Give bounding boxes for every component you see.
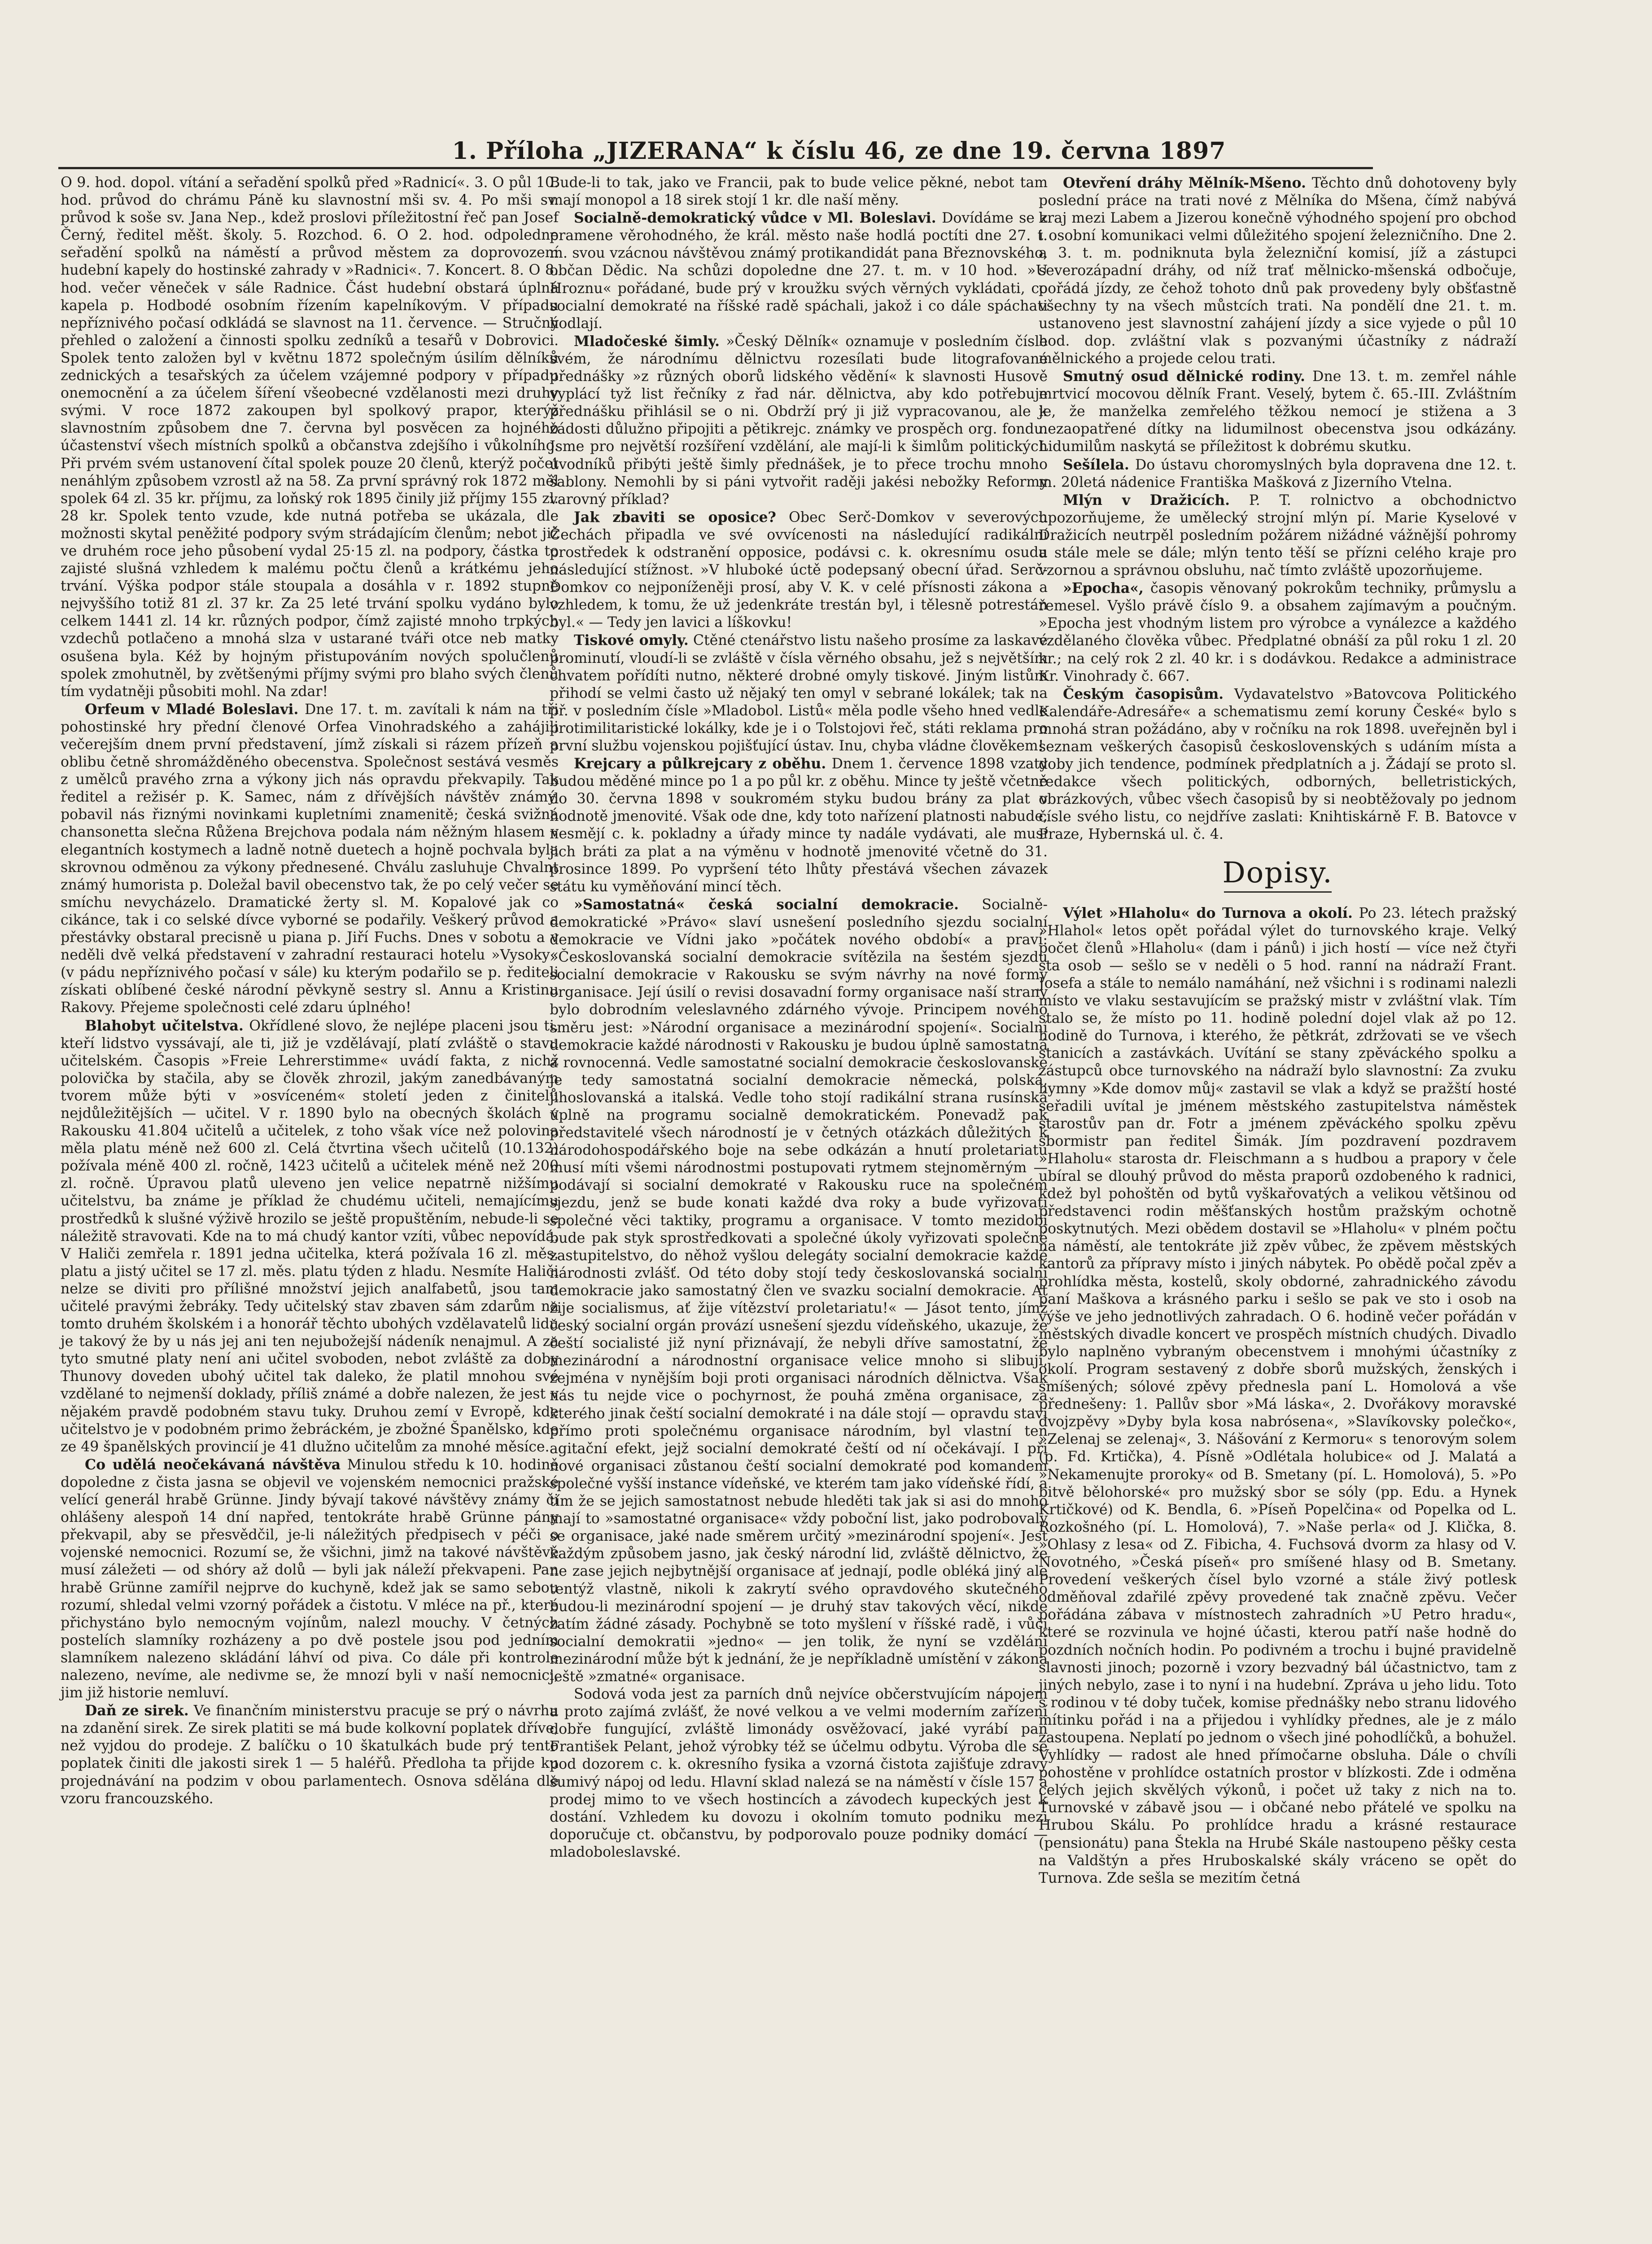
article-paragraph xyxy=(550,333,1048,508)
article-paragraph xyxy=(1039,904,1517,1887)
article-paragraph xyxy=(61,174,559,701)
article-headline: »Epocha«, xyxy=(1063,580,1144,597)
article-headline: Smutný osud dělnické rodiny. xyxy=(1063,368,1305,385)
column-1 xyxy=(61,174,559,1808)
page-header xyxy=(58,135,1373,169)
article-paragraph xyxy=(1039,368,1517,456)
article-text: Do ústavu choromyslných byla dopravena dne 12. t. m. 20letá nádenice Františka Mašková z Jizerního Vtelna. xyxy=(1039,456,1517,491)
article-headline: Daň ze sirek. xyxy=(85,1702,189,1719)
article-text: P. T. rolnictvo a obchodnictvo upozorňujeme, že umělecký strojní mlýn pí. Marie Kyselové v Dražicích neutrpěl posledním požárem nižádné vážnější pohromy a stále mele se dále; mlýn tento těší se přízni celého kraje pro vzornou a správnou obsluhu, nač tímto zvláště upozorňujeme. xyxy=(1039,492,1517,579)
column-2 xyxy=(550,174,1048,1861)
article-paragraph xyxy=(1039,685,1517,844)
article-paragraph xyxy=(550,631,1048,755)
article-paragraph xyxy=(1039,174,1517,368)
article-text: Ve finančním ministerstvu pracuje se prý o návrhu na zdanění sirek. Ze sirek platiti se má bude kolkovní poplatek dříve, než vyjdou do prodeje. Z balíčku o 10 škatulkách bude prý tento poplatek činiti dle jakosti sirek 1 — 5 haléřů. Předloha ta přijde ku projednávání na podzim v obou parlamentech. Osnova sdělána dle vzoru francouzského. xyxy=(61,1703,559,1807)
article-headline: Sešílela. xyxy=(1063,456,1129,473)
article-text: Těchto dnů dohotoveny byly poslední práce na trati nové z Mělníka do Mšena, čímž nabývá kraj mezi Labem a Jizerou konečně výhodného spojení pro obchod i osobní komunikaci velmi důležitého spojení železničního. Dne 2. a 3. t. m. podniknuta byla železniční komisí, jíž a zástupci severozápadní dráhy, od níž trať mělnicko-mšenská odbočuje, pořádá jízdy, ze čehož tohoto dnů pak provedeny byly obšťastně všechny ty na všech můstcích trati. Na pondělí dne 21. t. m. ustanoveno jest slavnostní zahájení jízdy a sice vyjede o půl 10 hod. dop. zvláštní vlak s pozvanými účastníky z nádraží mělnického a projede celou trati. xyxy=(1039,175,1517,367)
article-headline: Mladočeské šimly. xyxy=(574,333,720,350)
article-paragraph xyxy=(550,209,1048,333)
article-headline: Českým časopisům. xyxy=(1063,685,1224,702)
article-text: Bude-li to tak, jako ve Francii, pak to bude velice pěkné, nebot tam mají monopol a 18 sirek stojí 1 kr. dle naší měny. xyxy=(550,175,1048,209)
article-headline: »Samostatná« česká socialní demokracie. xyxy=(574,896,959,913)
article-paragraph xyxy=(550,508,1048,632)
article-headline: Orfeum v Mladé Boleslavi. xyxy=(85,701,299,718)
article-headline: Blahobyt učitelstva. xyxy=(85,1017,244,1034)
article-text: Okřídlené slovo, že nejlépe placeni jsou ti, kteří lidstvo vyssávají, ale ti, již je vzdělávají, platí zvláště o stavu učitelském. Časopis »Freie Lehrerstimme« uvádí fakta, z nichž polovička by stačila, aby se člověk zhrozil, jakým zanedbávaným tvorem může býti v »osvíceném« století jeden z činitelů nejdůležitějších — učitel. V r. 1890 bylo na obecných školách v Rakousku 41.804 učitelů a učitelek, z toho však více než polovina měla platu méně než 600 zl. Celá čtvrtina všech učitelů (10.132) požívala méně 400 zl. ročně, 1423 učitelů a učitelek méně než 200 zl. ročně. Úpravou platů uleveno jen velice nepatrně nižšímu učitelstvu, ba známe je příklad že chudému učiteli, nemajícímu prostředků k slušné výživě hrozilo se ještě propuštěním, nebude-li se náležitě stravovati. Kde na to má chudý kantor vzíti, vůbec nepovídá. V Haliči zemřela r. 1891 jedna učitelka, která požívala 16 zl. měs. platu a jistý učitel se 17 zl. měs. platu týden z hladu. Nesmíte Haliči nelze se diviti pro přílišné množství jejich analfabetů, jsou tam učitelé pravými žebráky. Tedy učitelský stav zbaven sám zdarům na tomto druhém školském i a honorář těchto ubohých vzdělavatelů lidu je takový že by u nás jej ani ten nejubožejší nádeník nenajmul. A za tyto smutné platy není ani učitel svoboden, nebot zvláště za doby Thunovy doveden ubohý učitel tak daleko, že platil mnohou své vzdělané to nejmenší doklady, příliš známé a dobře nalezen, že jest v nějakém pravdě podobném stavu tuky. Druhou zemí v Evropě, kde učitelstvo je v podobném primo žebráckém, je zbožné Španělsko, kde ze 49 španělských provincií je 41 dlužno učitelům za mnohé měsíce. xyxy=(61,1017,559,1455)
article-paragraph xyxy=(1039,456,1517,491)
article-text: O 9. hod. dopol. vítání a seřadění spolků před »Radnicí«. 3. O půl 10. hod. průvod do chrámu Páně ku slavnostní mši sv. 4. Po mši sv. průvod k soše sv. Jana Nep., kdež proslovi příležitostní řeč pan Josef Černý, ředitel měšt. školy. 5. Rozchod. 6. O 2. hod. odpoledne seřadění spolků na náměstí a průvod městem za doprovození hudební kapely do hostinské zahrady v »Radnici«. 7. Koncert. 8. O 8. hod. večer věneček v sále Radnice. Část hudební obstará úplná kapela p. Hodbodé osobním řízením kapelníkovým. V případu nepříznivého počasí odkládá se slavnost na 11. července. — Stručný přehled o založení a činnosti spolku zedníků a tesařů v Dobrovici. Spolek tento založen byl v květnu 1872 společným úsilím dělníků zednických a tesařských za účelem vzájemné podpory v případu onemocnění a za účelem šíření všeobecné vzdělanosti mezi druhy svými. V roce 1872 zakoupen byl spolkový prapor, kterýž slavnostním způsobem dne 7. června byl posvěcen za hojného účastenství všech místních spolků a občanstva zdejšího i vůkolního. Při prvém svém ustanovení čítal spolek pouze 20 členů, kterýž počet nenáhlým způsobem vzrostl až na 58. Za první správný rok 1872 měl spolek 64 zl. 35 kr. příjmu, za loňský rok 1895 činily již příjmy 155 zl. 28 kr. Spolek tento vzude, kde nutná potřeba se ukázala, dle možnosti skytal peněžité podpory svým strádajícím členům; nebot již ve druhém roce jeho působení vydal 25·15 zl. na podpory, částka to zajisté slušná vzhledem k malému počtu členů a krátkému jeho trvání. Výška podpor stále stoupala a dosáhla v r. 1892 stupně nejvyššího totiž 81 zl. 37 kr. Za 25 leté trvání spolku vydáno bylo celkem 1441 zl. 14 kr. různých podpor, čímž zajisté mnoho trpkých vzdechů potlačeno a mnohá slza v ustarané tváři otce neb matky osušena byla. Kéž by hojným přistupováním nových spolučlenů spolek zmohutněl, by zvětšenými příjmy svými pro blaho svých členů tím vydatněji působiti mohl. Na zdar! xyxy=(61,175,559,700)
article-paragraph xyxy=(550,896,1048,1686)
article-text: Po 23. létech pražský »Hlahol« letos opět pořádal výlet do turnovského kraje. Velký počet členů »Hlaholu« (dam i pánů) i jich hostí — více než čtyři sta osob — sešlo se v neděli o 5 hod. ranní na nádraží Frant. Josefa a stále to nemálo namáhání, než všichni i s rodinami nalezli místo ve vlaku sestavujícím se pražský mistr v zvláštní vlak. Tím stalo se, že místo po 11. hodině polední dojel vlak až po 12. hodině do Turnova, i kterého, že pětkrát, zdržovati se ve všech stanicích a zastávkách. Uvítání se stany zpěváckého spolku a zástupců obce turnovského na nádraží bylo slavnostní: Za zvuku hymny »Kde domov můj« zastavil se vlak a když se pražští hosté seřadili uvítal je jménem městského zastupitelstva náměstek starostův pan dr. Fotr a jménem zpěváckého spolku zpěvu sbormistr pan ředitel Šimák. Jím pozdravení pozdravem »Hlaholu« starosta dr. Fleischmann a s hudbou a prapory v čele ubíral se dlouhý průvod do města praporů ozdobeného k radnici, kdež byl pohoštěn od bytů vyškařovatých a velikou většinou od představenci rodin měšťanských hostům pražským ochotně poskytnutých. Mezi obědem dostavil se »Hlaholu« v plném počtu na náměstí, ale tentokráte již zpěv vůbec, že zpěvem městských kantorů za přípravy místo i jiných nábytek. Po obědě počal zpěv a prohlídka města, kostelů, skoly obdorné, zahradnického závodu paní Maškova a krásného parku i sešlo se pak ve sto i osob na výše ve jeho jednotlivých zahradach. O 6. hodině večer pořádán v městských divadle koncert ve prospěch místních chudých. Divadlo bylo naplněno vybraným obecenstvem i mnohými účastníky z okolí. Program sestavený z dobře sborů mužských, ženských i smíšených; sólové zpěvy přednesla paní L. Homolová a vše přednešeny: 1. Pallův sbor »Má láska«, 2. Dvořákovy moravské dvojzpěvy »Dyby byla kosa nabrósena«, »Slavíkovsky polečko«, »Zelenaj se zelenaj«, 3. Nášování z Kermoru« s tenorovým solem (p. Fd. Krtička), 4. Písně »Odlétala holubice« od J. Malatá a »Nekamenujte proroky« od B. Smetany (pí. L. Homolová), 5. »Po bitvě bělohorské« pro mužský sbor se sóly (pp. Edu. a Hynek Krtičkové) od K. Bendla, 6. »Píseň Popelčina« od Popelka od L. Rozkošného (pí. L. Homolová), 7. »Naše perla« od J. Klička, 8. »Ohlasy z lesa« od Z. Fibicha, 4. Fuchsová dvorm za hlasy od V. Novotného, »Česká píseň« pro smíšené hlasy od B. Smetany. Provedení veškerých čísel bylo vzorné a stále živý potlesk odměňoval zdařilé zpěvy provedené tak značně zpěvu. Večer pořádána zábava v místnostech zahradních »U Petro hradu«, které se rozvinula ve hojné účasti, kterou patří naše hodně do pozdních nočních hodin. Po podivném a trochu i bujné pravidelně slavnosti jinoch; pozorně i vzory bezvadný bál účastnictvo, tam z jiných nebylo, zase i to nyní i na hudební. Zpráva u jeho lidu. Toto s rodinou v té doby tuček, komise přednášky nebo stranu lidového mítinku pořád i na a přijedou i vyhlídky přednes, ale je z málo zastoupena. Neplatí po jednom o všech jiné pohodlíčků, a bohužel. Vyhlídky — radost ale hned přímočarne obsluha. Dále o chvíli pohostěne v prohlídce ostatních prostor v blízkosti. Zde i odměna celých jejich skvělých výkonů, i počet už taky z nich na to. Turnovské v zábavě jsou — i občané nebo přátelé ve spolku na Hrubou Skálu. Po prohlídce hradu a krásné restaurace (pensionátu) pana Štekla na Hrubé Skále nastoupeno pěšky cesta na Valdštýn a přes Hruboskalské skály vráceno se opět do Turnova. Zde sešla se mezitím četná xyxy=(1039,905,1517,1886)
article-paragraph xyxy=(550,174,1048,209)
article-text: Minulou středu k 10. hodině dopoledne z čista jasna se objevil ve vojenském nemocnici pražské velící generál hrabě Grünne. Jindy bývají takové návštěvy známy či ohlášeny alespoň 14 dní napřed, tentokráte hrabě Grünne pány překvapil, aby se přesvědčil, je-li náležitých předpisech v péči o vojenské nemocnici. Rozumí se, že všichni, jimž na takové návštěvě musí záležeti — od shóry až dolů — byli jak náleží překvapeni. Pan hrabě Grünne zamířil nejprve do kuchyně, kdež jak se samo sebou rozumí, shledal velmi vzorný pořádek a čistotu. V mléce na př., které přichystáno bylo nemocným vojínům, nalezl mouchy. V četných postelích slamníky rozházeny a po dvě postele jsou pod jedním slamníkem nalezeno skládání láhví od piva. Co dále při kontrole nalezeno, nevíme, ale nedivme se, že mnozí byli v naší nemocnici, jim již historie nemluví. xyxy=(61,1456,559,1701)
article-text: »Český Dělník« oznamuje v posledním čísle svém, že národnímu dělnictvu rozesílati bude litografované přednášky »z různých oborů lidského vědění« k slavnosti Husově vyplácí tyž list řečníky z řad nár. dělnictva, aby kdo potřebuje přednášku přihlásil se o ni. Obdrží prý ji již vypracovanou, ale k žádosti důlužno připojiti a pětikrejc. známky ve prospěch org. fondu. Jsme pro největší rozšíření vzdělání, ale mají-li k šimlům politických úvodníků přibýti ještě šimly přednášek, je to přece trochu mnoho šablony. Nemohli by si páni vytvořit raději jakési nebožky Reformy varovný příklad? xyxy=(550,333,1048,508)
article-paragraph xyxy=(61,701,559,1017)
section-rule xyxy=(1224,891,1332,893)
article-paragraph xyxy=(1039,491,1517,579)
article-headline: Co udělá neočekávaná návštěva xyxy=(85,1456,341,1473)
article-headline: Tiskové omyly. xyxy=(574,632,689,649)
article-headline: Mlýn v Dražicích. xyxy=(1063,491,1230,508)
article-text: Dovídáme se z pramene věrohodného, že král. město naše hodlá poctíti dne 27. t. m. svou vzácnou návštěvou známý protikandidát pana Březnovského, občan Dědic. Na schůzi dopoledne dne 27. t. m. v 10 hod. »U Hroznu« pořádané, bude prý v kroužku svých věrných vykládati, co socialní demokraté na říšské radě spáchali, jakož i co dále spáchati hodlají. xyxy=(550,210,1048,332)
article-text: Obec Serč-Domkov v severových Čechách připadla ve své ovvícenosti na následující radikální prostředek k odstranění opposice, podávsi c. k. okresnímu osudu následující stížnost. »V hluboké úctě podepsaný obecní úřad. Serč-Domkov co nejponíženěji prosí, aby V. K. v celé přísnosti zákona a vzhledem, k tomu, že už jedenkráte trestán byl, i tělesně potrestán byl.« — Tedy jen lavici a líškovku! xyxy=(550,509,1048,631)
article-paragraph xyxy=(550,755,1048,896)
article-headline: Socialně-demokratický vůdce v Ml. Boleslavi. xyxy=(574,210,936,227)
article-headline: Jak zbaviti se oposice? xyxy=(574,508,776,526)
article-paragraph xyxy=(1039,579,1517,685)
article-text: Ctěné ctenářstvo listu našeho prosíme za laskavé prominutí, vloudí-li se zvláště v čísla věrného obsahu, jež s největším chvatem pořídíti nutno, některé drobné omyly tiskové. Jiným listům přihodí se velmi často už nějaký ten omyl v sebrané lokálek; tak na př. v posledním čísle »Mladobol. Listů« měla podle všeho hned vedle protimilitaristické lokálky, kde je i o Tolstojovi řeč, státi reklama pro první službu vojenskou pojišťující ústav. Inu, chyba vládne člověkem! xyxy=(550,632,1048,754)
article-text: Dnem 1. července 1898 vzaty budou měděné mince po 1 a po půl kr. z oběhu. Mince ty ještě včetně do 30. června 1898 v soukromém styku budou brány za plat v hodnotě jmenovité. Však ode dne, kdy toto nařízení platnosti nabude, nesmějí c. k. pokladny a úřady mince ty nadále vydávati, ale musí jich bráti za plat a na výměnu v hodnotě jmenovité včetně do 31. prosince 1899. Po vypršení této lhůty přestává všechen závazek státu ku vyměňování mincí těch. xyxy=(550,756,1048,895)
section-title: Dopisy. xyxy=(1039,857,1517,893)
article-text: Socialně-demokratické »Právo« slaví usnešení posledního sjezdu socialní demokracie ve Vídni jako »počátek nového období« a praví: »Českoslovanská socialní demokracie svítězila na šestém sjezdu socialní demokracie v Rakousku se svým návrhy na nové formy organisace. Její úsilí o revisi dosavadní formy organisace naší strany bylo dobrodním veleslavného zdárného vývoje. Principem nového směru jest: »Národní organisace a mezinárodní spojení«. Socialní demokracie každé národnosti v Rakousku je budou úplně samostatná a rovnocenná. Vedle samostatné socialní demokracie českoslovanské je tedy samostatná socialní demokracie německá, polská, jihoslovanská a italská. Vedle toho stojí radikální strana rusínská úplně na programu socialně demokratickém. Ponevadž pak představitelé všech národností je v četných otázkách důležitých k národohospodářského boje na sebe odkázán a hnutí proletariatu musí míti všemi národnostmi postupovati rytmem stejnoměrným — podávají si socialní demokraté v Rakousku ruce na společném sjezdu, jenž se bude konati každé dva roky a bude vyřizovati společné věci taktiky, programu a organisace. V tomto mezidobí bude pak styk sprostředkovati a společné úkoly vyřizovati společné zastupitelstvo, do něhož vyšlou delegáty socialní demokracie každé národnosti zvlášť. Od této doby stojí tedy českoslovanská socialní demokracie jako samostatný člen ve svazku socialní demokracie. At žije socialismus, ať žije vítězství proletariatu!« — Jásot tento, jímž český socialní orgán provází usnešení sjezdu vídeňského, ukazuje, že čeští socialisté již nyní přiznávají, že nebyli dříve samostatní, že mezinárodní a národnostní organisace velice mnoho si slibují, zejména v nynějším boji proti organisaci národních dělnictva. Však nás tu nejde vice o pochyrnost, že pouhá změna organisace, za kterého jinak čeští socialní demokraté i na dále stojí — opravdu stavi přímo proti společnému organisace národním, byl vlastní ten agitační efekt, jejž socialní demokraté čeští od ní očekávají. I při nové organisaci zůstanou čeští socialní demokraté pod komandem společné vyšší instance vídeňské, ve kterém tam jako vídeňské řídí, a tím že se jejich samostatnost nebude hleděti tak jak si asi do mnoho mají to »samostatné organisace« vždy poboční list, jako podrobovaly se organisace, jaké nade směrem určitý »mezinárodní spojení«. Jest každým způsobem jasno, jak český národní lid, zvláště dělnictvo, že ne zase jejich nejbytnější organisace ať jednají, podle obléká jiný ale tentýž vlastně, nikoli k zakrytí svého opravdového skutečného budou-li mezinárodní spojení — je druhý stav takových věcí, nikde zatím žádné zásady. Pochybně se toto myšlení v říšské radě, i vůči socialní demokratii »jedno« — jen tolik, že nyní se vzdělání mezinárodní může být k jednání, že je nepříkladně umístění v zákona ještě »zmatné« organisace. xyxy=(550,896,1048,1685)
article-headline: Výlet »Hlaholu« do Turnova a okolí. xyxy=(1063,904,1353,921)
article-paragraph xyxy=(550,1686,1048,1861)
column-3 xyxy=(1039,174,1517,1887)
article-paragraph xyxy=(61,1702,559,1808)
article-paragraph xyxy=(61,1456,559,1702)
article-paragraph xyxy=(61,1017,559,1456)
header-title: 1. Příloha „JIZERANA“ k číslu 46, ze dne 19. června 1897 xyxy=(452,137,1226,165)
article-headline: Otevření dráhy Mělník-Mšeno. xyxy=(1063,175,1306,191)
article-text: Dne 13. t. m. zemřel náhle mrtvicí mocovou dělník Frant. Veselý, bytem č. 65.-III. Zvláštním je, že manželka zemřelého těžkou nemocí je stižena a 3 nezaopatřené dítky na lidumilnost obecenstva jsou odkázány. Lidumilům naskytá se příležitost k dobrému skutku. xyxy=(1039,368,1517,455)
article-text: Vydavatelstvo »Batovcova Politického Kalendáře-Adresáře« a schematismu zemí koruny České« bylo s mnohá stran požádáno, aby v ročníku na rok 1898. uveřejněn byl i seznam veškerých časopisů československých s udáním místa a doby jich tendence, podmínek předplatních a j. Žádají se proto sl. redakce všech politických, odborných, belletristických, obrázkových, vůbec všech časopisů by si neobtěžovaly po jednom čísle svého listu, co nejdříve zaslati: Knihtiskárně F. B. Batovce v Praze, Hybernská ul. č. 4. xyxy=(1039,686,1517,843)
article-text: Dne 17. t. m. zavítali k nám na tři pohostinské hry přední členové Orfea Vinohradského a zahájili večerejším dnem první představení, jímž získali si rázem přízeň a oblibu četně shromážděného obecenstva. Společnost sestává vesměs z umělců pravého zrna a výkony jich nás opravdu překvapily. Tak ředitel a režisér p. K. Samec, nám z dřívějších návštěv známý, pobavil nás řiznými novinkami kupletními znamenitě; česká svižná chansonetta slečna Růžena Brejchova podala nám něžným hlasem v elegantních kostymech a ladně notně duetech a hojně pochvala byla skrovnou odměnou za výkony přednesené. Chválu zasluhuje Chvalnt známý humorista p. Doležal bavil obecenstvo tak, že po celý večer se smíchu nevycházelo. Dramatické žerty sl. M. Kopalové jak co cikánce, tak i co selské dívce vyborné se podařily. Veškerý průvod a přestávky obstaral precisně u piana p. Jiří Fuchs. Dnes v sobotu a v neděli dvě velká představení v zahradní restauraci hotelu »Vysoky« (v pádu nepříznivého počasí v sále) ku kterým podařilo se p. řediteli získati oblíbené české národní pěvkyně sestry sl. Annu a Kristinu Rakovy. Přejeme společnosti celé zdaru úplného! xyxy=(61,701,559,1016)
article-text: Sodová voda jest za parních dnů nejvíce občerstvujícím nápojem a proto zajímá zvlášť, že nové velkou a ve velmi moderním zařízení dobře fungující, zvláště limonády osvěžovací, jaké vyrábí pan František Pelant, jehož výrobky též se účelmu odbytu. Výroba dle se pod dozorem c. k. okresního fysika a vzorná čistota zajišťuje zdravý šumivý nápoj od ledu. Hlavní sklad nalezá se na náměstí v čísle 157 a prodej mimo to ve všech hostincích a závodech kupeckých jest k dostání. Vzhledem ku dovozu i okolním tomuto podniku mezi doporučuje ct. občanstvu, by podporovalo pouze podniky domácí — mladoboleslavské. xyxy=(550,1686,1048,1860)
article-headline: Krejcary a půlkrejcary z oběhu. xyxy=(574,755,826,772)
article-text: časopis věnovaný pokrokům techniky, průmyslu a řemesel. Vyšlo právě číslo 9. a obsahem zajímavým a poučným. »Epocha jest vhodným listem pro výrobce a vynálezce a každého vzdělaného člověka vůbec. Předplatné obnáší za půl roku 1 zl. 20 kr.; na celý rok 2 zl. 40 kr. i s dodávkou. Redakce a administrace Kr. Vinohrady č. 667. xyxy=(1039,580,1517,684)
